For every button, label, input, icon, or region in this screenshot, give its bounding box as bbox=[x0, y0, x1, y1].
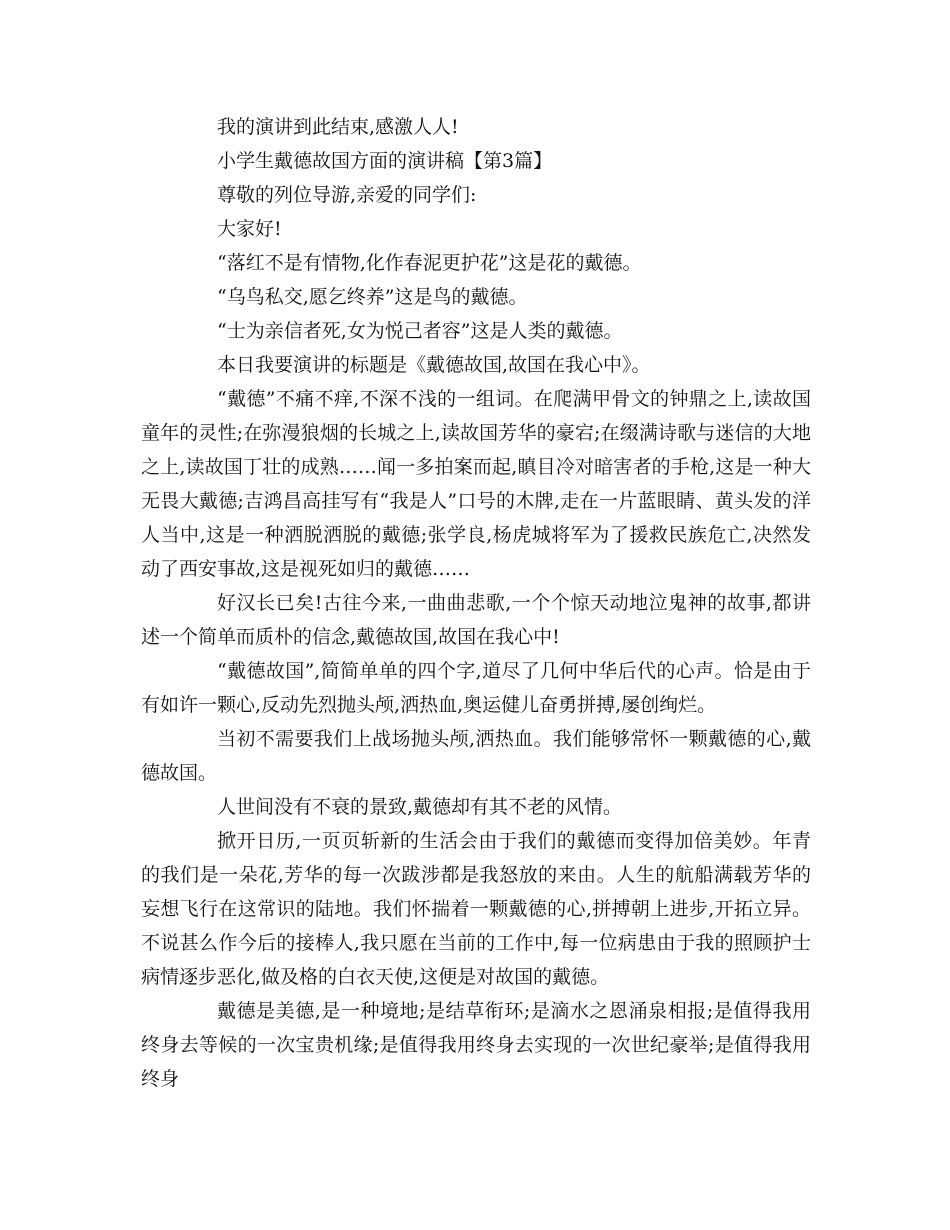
paragraph-virtue: 戴德是美德,是一种境地;是结草衔环;是滴水之恩涌泉相报;是值得我用终身去等候的一次宝贵机缘;是值得我用终身去实现的一次世纪豪举;是值得我用终身 bbox=[141, 1000, 811, 1090]
paragraph-scenery: 人世间没有不衰的景致,戴德却有其不老的风情。 bbox=[217, 796, 623, 818]
paragraph-history: “戴德”不痛不痒,不深不浅的一组词。在爬满甲骨文的钟鼎之上,读故国童年的灵性;在弥漫狼烟的长城之上,读故国芳华的豪宕;在缀满诗歌与迷信的大地之上,读故国丁壮的成熟……闻一多拍案而起,瞋目冷对暗害者的手枪,这是一种大无畏大戴德;吉鸿昌高挂写有“我是人”口号的木牌,走在一片蓝眼睛、黄头发的洋人当中,这是一种洒脱洒脱的戴德;张学良,杨虎城将军为了援救民族危亡,决然发动了西安事故,这是视死如归的戴德…… bbox=[141, 388, 811, 580]
paragraph-title: 小学生戴德故国方面的演讲稿【第3篇】 bbox=[217, 150, 553, 172]
paragraph-today: 当初不需要我们上战场抛头颅,洒热血。我们能够常怀一颗戴德的心,戴德故国。 bbox=[141, 728, 811, 784]
paragraph-closing: 我的演讲到此结束,感激人人! bbox=[217, 116, 459, 138]
paragraph-quote-bird: “乌鸟私交,愿乞终养”这是鸟的戴德。 bbox=[217, 286, 528, 308]
paragraph-topic: 本日我要演讲的标题是《戴德故国,故国在我心中》。 bbox=[217, 354, 651, 376]
paragraph-quote-flower: “落红不是有情物,化作春泥更护花”这是花的戴德。 bbox=[217, 252, 642, 274]
paragraph-calendar: 掀开日历,一页页斩新的生活会由于我们的戴德而变得加倍美妙。年青的我们是一朵花,芳华的每一次跋涉都是我怒放的来由。人生的航船满载芳华的妄想飞行在这常识的陆地。我们怀揣着一颗戴德的心,拼搏朝上进步,开拓立异。不说甚么作今后的接棒人,我只愿在当前的工作中,每一位病患由于我的照顾护士病情逐步恶化,做及格的白衣天使,这便是对故国的戴德。 bbox=[141, 830, 811, 988]
paragraph-greeting: 大家好! bbox=[217, 218, 282, 240]
speech-text-body bbox=[141, 110, 811, 1096]
paragraph-heroes: 好汉长已矣!古往今来,一曲曲悲歌,一个个惊天动地泣鬼神的故事,都讲述一个简单而质朴的信念,戴德故国,故国在我心中! bbox=[141, 592, 811, 648]
paragraph-quote-human: “士为亲信者死,女为悦己者容”这是人类的戴德。 bbox=[217, 320, 623, 342]
paragraph-four-words: “戴德故国”,简简单单的四个字,道尽了几何中华后代的心声。恰是由于有如许一颗心,反动先烈抛头颅,洒热血,奥运健儿奋勇拼搏,屡创绚烂。 bbox=[141, 660, 811, 716]
paragraph-salutation: 尊敬的列位导游,亲爱的同学们: bbox=[217, 184, 477, 206]
